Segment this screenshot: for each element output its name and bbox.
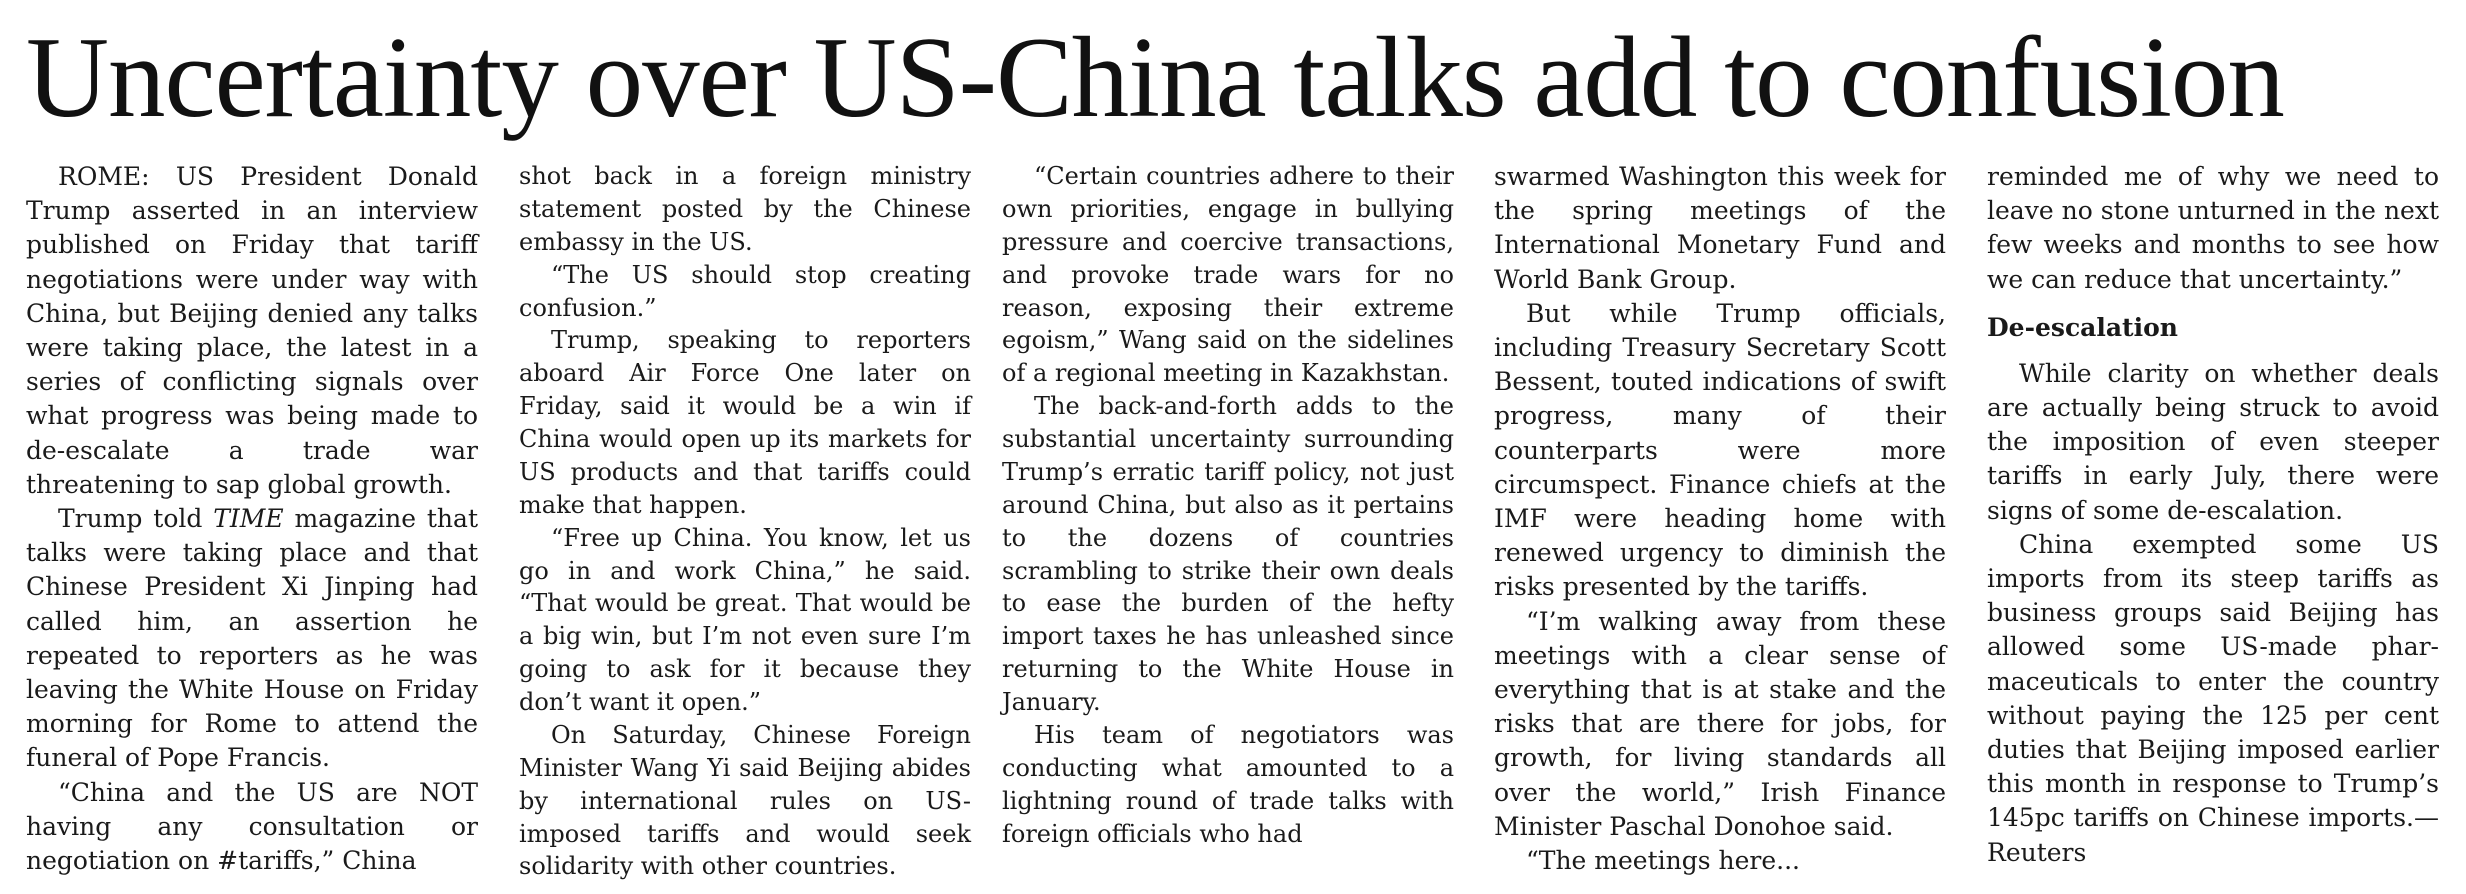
paragraph: “Free up China. You know, let us go in and work China,” he said. “That would be great. That would be a big win, but I’m not even sure I’m going to ask for it because they don’t want it open.” [519,523,971,716]
column-5 [1987,160,2439,870]
magazine-name: TIME [213,504,284,534]
paragraph: While clarity on whether deals are actually being struck to avoid the imposition of even steeper tariffs in early July, there were signs of some de-escalation. [1987,358,2439,525]
paragraph: The back-and-forth adds to the substantial uncertainty surrounding Trump’s erratic tariff policy, not just around China, but also as it pertains to the dozens of countries scrambling to strike their own deals to ease the burden of the hefty import taxes he has unleashed since returning to the White House in January. [1002,392,1454,716]
headline: Uncertainty over US-China talks add to confusion [26,14,2284,141]
paragraph: swarmed Washington this week for the spring meetings of the International Monetary Fund and World Bank Group. [1494,162,1946,294]
column-1 [26,160,478,878]
paragraph: China exempted some US imports from its steep tariffs as business groups said Beijing has allowed some US-made pharmaceuticals to enter the country without paying the 125 per cent duties that Beijing imposed earlier this month in response to Trump’s 145pc tariffs on Chinese imports.—Reuters [1987,529,2439,867]
column-3 [1002,160,1454,850]
paragraph: But while Trump officials, including Treasury Secretary Scott Bessent, touted indications of swift progress, many of their counterparts were more circumspect. Finance chiefs at the IMF were heading home with renewed urgency to diminish the risks presented by the tariffs. [1494,298,1946,602]
paragraph: shot back in a foreign ministry statement posted by the Chinese embassy in the US. [519,162,971,256]
paragraph: reminded me of why we need to leave no stone unturned in the next few weeks and months to see how we can reduce that uncertainty.” [1987,162,2439,294]
paragraph: Trump, speaking to reporters aboard Air Force One later on Friday, said it would be a win if China would open up its markets for US products and that tariffs could make that happen. [519,326,971,519]
paragraph: “I’m walking away from these meetings with a clear sense of everything that is at stake and the risks that are there for jobs, for growth, for living standards all over the world,” Irish Finance Minister Paschal Donohoe said. [1494,606,1946,841]
paragraph: “The meetings here... [1526,846,1800,876]
column-4 [1494,160,1946,878]
paragraph: On Saturday, Chinese Foreign Minister Wang Yi said Beijing abides by international rules on US-imposed tariffs and would seek solidarity with other countries. [519,720,971,881]
paragraph: “The US should stop creating confusion.” [519,260,971,322]
paragraph: His team of negotiators was conducting what amounted to a lightning round of trade talks with foreign officials who had [1002,720,1454,848]
paragraph: “China and the US are NOT having any consultation or negotiation on #tariffs,” China [26,777,478,876]
subhead: De-escalation [1987,312,2178,342]
paragraph: ROME: US President Donald Trump asserted in an interview published on Friday that tariff negotiations were under way with China, but Beijing denied any talks were taking place, the latest in a series of conflicting signals over what progress was being made to de-escalate a trade war threatening to sap global growth. [26,162,478,499]
paragraph: Trump told TIME magazine that talks were taking place and that Chinese President Xi Jinping had called him, an assertion he repeated to reporters as he was leaving the White House on Friday morning for Rome to attend the funeral of Pope Francis. [26,504,478,773]
paragraph: “Certain countries adhere to their own priorities, engage in bullying pressure and coercive transactions, and provoke trade wars for no reason, exposing their extreme egoism,” Wang said on the sidelines of a regional meeting in Kazakhstan. [1002,162,1454,388]
column-2 [519,160,971,883]
